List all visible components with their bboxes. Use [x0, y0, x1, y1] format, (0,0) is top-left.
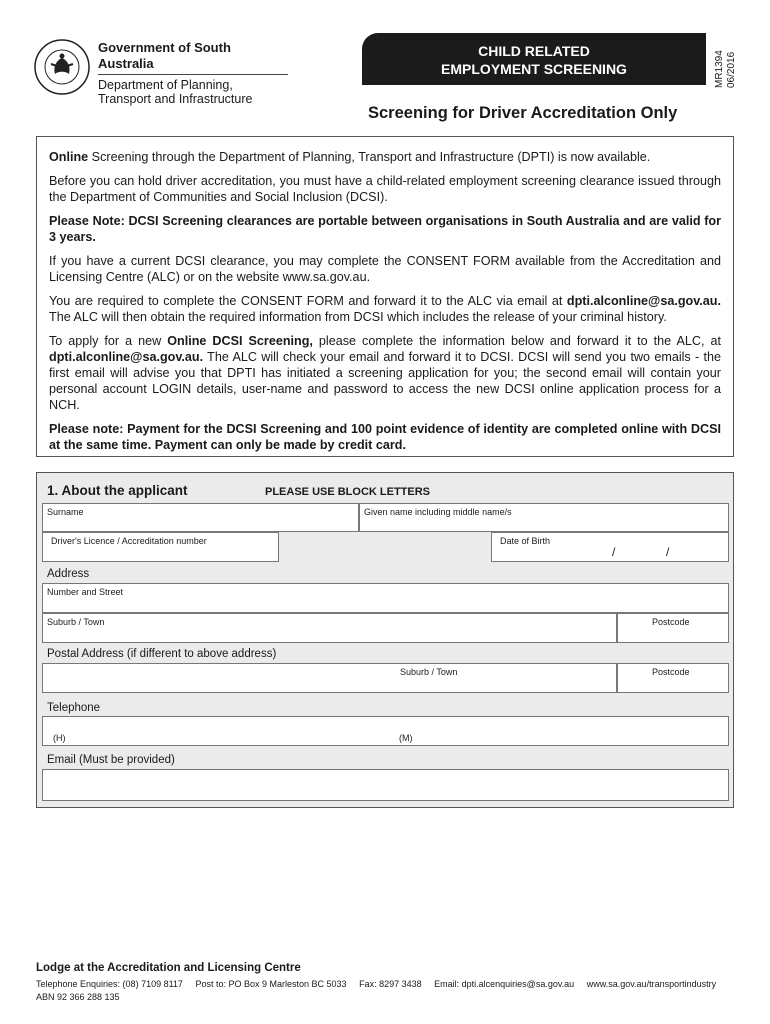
surname-field[interactable] — [42, 503, 359, 532]
date-of-birth-field[interactable] — [491, 532, 729, 562]
portable-note: Please Note: DCSI Screening clearances are portable between organisations in South Australia and are valid for 3 years. — [49, 214, 721, 244]
heading-divider — [98, 74, 288, 75]
alc-email-link[interactable]: dpti.alconline@sa.gov.au. — [566, 294, 721, 308]
intro-paragraph-7 — [49, 421, 721, 453]
surname-label: Surname — [47, 507, 84, 517]
suburb-label: Suburb / Town — [47, 617, 105, 627]
licence-label: Driver's Licence / Accreditation number — [51, 536, 207, 546]
intro-paragraph-1 — [49, 149, 721, 165]
postal-suburb-label: Suburb / Town — [400, 667, 458, 677]
street-label: Number and Street — [47, 587, 124, 597]
postal-address-field[interactable] — [42, 663, 617, 693]
home-phone-label: (H) — [53, 733, 66, 743]
dob-label: Date of Birth — [500, 536, 551, 546]
section-title: 1. About the applicant — [47, 483, 188, 498]
postcode-label: Postcode — [652, 617, 690, 627]
footer-phone: Telephone Enquiries: (08) 7109 8117 — [36, 979, 183, 989]
footer-email[interactable]: Email: dpti.alcenquiries@sa.gov.au — [434, 979, 575, 989]
footer-title: Lodge at the Accreditation and Licensing Centre — [36, 962, 301, 974]
sa-government-logo — [33, 38, 91, 96]
dob-separator-2: / — [666, 545, 670, 559]
department-line-1: Department of Planning, — [98, 78, 233, 92]
intro-p6-text-b: please complete the information below and forward it to the ALC, at — [312, 334, 721, 348]
intro-paragraph-5 — [49, 293, 721, 325]
intro-paragraph-3 — [49, 213, 721, 245]
block-letters-note: PLEASE USE BLOCK LETTERS — [265, 486, 431, 498]
form-title-line-1: CHILD RELATED — [478, 43, 590, 59]
email-label: Email (Must be provided) — [47, 754, 175, 766]
address-label: Address — [47, 568, 90, 580]
intro-p5-text-b: The ALC will then obtain the required information from DCSI which includes the release of your criminal history. — [49, 310, 667, 324]
applicant-section — [36, 472, 734, 808]
telephone-label: Telephone — [47, 702, 101, 714]
online-dcsi-screening: Online DCSI Screening, — [167, 334, 313, 348]
online-word: Online — [49, 150, 89, 164]
intro-box — [36, 136, 734, 457]
footer-fax: Fax: 8297 3438 — [359, 979, 422, 989]
postal-postcode-label: Postcode — [652, 667, 690, 677]
footer-contact-line — [36, 978, 726, 991]
given-name-label: Given name including middle name/s — [364, 507, 512, 517]
payment-note: Please note: Payment for the DCSI Screening and 100 point evidence of identity are completed online with DCSI at the same time. Payment can only be made by credit card. — [49, 422, 721, 452]
form-title-line-2: EMPLOYMENT SCREENING — [441, 61, 627, 77]
government-heading — [98, 40, 288, 106]
mobile-phone-label: (M) — [399, 733, 413, 743]
intro-p5-text-a: You are required to complete the CONSENT FORM and forward it to the ALC via email at — [49, 294, 567, 308]
footer-website[interactable]: www.sa.gov.au/transportindustry — [586, 979, 717, 989]
page-subtitle: Screening for Driver Accreditation Only — [368, 104, 678, 122]
government-name: Government of South Australia — [98, 40, 231, 71]
intro-p6-text-c: The ALC will check your email and forward it to DCSI. DCSI will send you two emails - the first email will advise you that DPTI has initiated a screening application for you; the second email will contain your personal account LOGIN details, user-name and password to access the new DCSI online application process for a NCH. — [49, 350, 721, 412]
telephone-field[interactable] — [42, 716, 729, 746]
postal-address-label: Postal Address (if different to above address) — [47, 648, 277, 660]
intro-p1-text: Screening through the Department of Planning, Transport and Infrastructure (DPTI) is now available. — [88, 150, 651, 164]
department-line-2: Transport and Infrastructure — [98, 92, 253, 106]
alc-email-link-2[interactable]: dpti.alconline@sa.gov.au. — [49, 350, 204, 364]
form-code-block — [712, 32, 740, 90]
intro-paragraph-4: If you have a current DCSI clearance, you may complete the CONSENT FORM available from the Accreditation and Licensing Centre (ALC) or on the website www.sa.gov.au. — [49, 254, 721, 284]
street-field[interactable] — [42, 583, 729, 613]
footer-post: Post to: PO Box 9 Marleston BC 5033 — [195, 979, 347, 989]
form-code: MR1394 — [714, 50, 725, 88]
given-name-field[interactable] — [359, 503, 729, 532]
licence-number-field[interactable] — [42, 532, 279, 562]
email-field[interactable] — [42, 769, 729, 801]
postcode-field[interactable] — [617, 613, 729, 643]
postal-postcode-field[interactable] — [617, 663, 729, 693]
form-title-box — [362, 33, 706, 85]
intro-paragraph-2: Before you can hold driver accreditation, you must have a child-related employment screening clearance issued through the Department of Communities and Social Inclusion (DCSI). — [49, 174, 721, 204]
footer — [36, 962, 726, 1004]
dob-separator-1: / — [612, 545, 616, 559]
intro-p6-text-a: To apply for a new — [49, 334, 168, 348]
intro-paragraph-6 — [49, 333, 721, 413]
form-date: 06/2016 — [726, 51, 737, 88]
suburb-field[interactable] — [42, 613, 617, 643]
footer-abn: ABN 92 366 288 135 — [36, 992, 120, 1002]
